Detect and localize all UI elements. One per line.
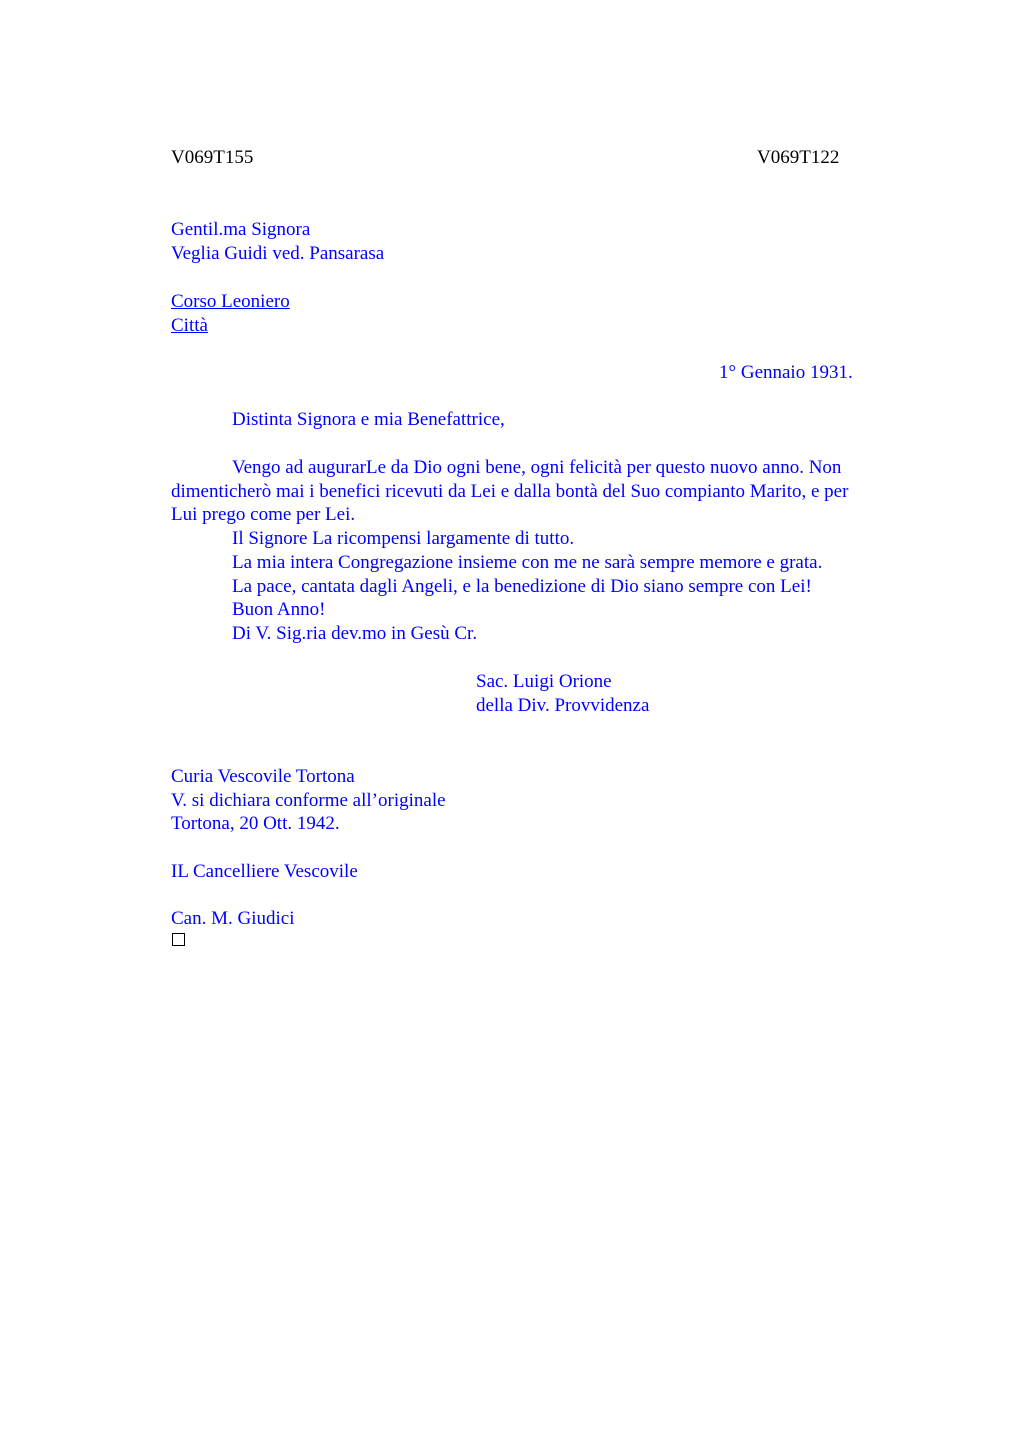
body-line: Il Signore La ricompensi largamente di tutto. [232,528,575,550]
recipient-name: Veglia Guidi ved. Pansarasa [171,242,385,264]
certification-date: Tortona, 20 Ott. 1942. [171,813,340,835]
closing-line: Di V. Sig.ria dev.mo in Gesù Cr. [232,622,478,644]
recipient-street: Corso Leoniero [171,291,290,312]
recipient-title: Gentil.ma Signora [171,219,311,240]
recipient-address [171,218,916,265]
body-line: La mia intera Congregazione insieme con me ne sarà sempre memore e grata. [232,551,823,573]
certification-statement: V. si dichiara conforme all’originale [171,789,446,811]
salutation: Distinta Signora e mia Benefattrice, [232,409,505,430]
recipient-city: Città [171,314,208,336]
empty-box-icon [172,933,185,946]
recipient-location [171,290,916,337]
signature-block [476,670,649,717]
letter-body [171,456,916,646]
signature-name: Sac. Luigi Orione [476,671,612,692]
body-line: Lui prego come per Lei. [171,504,356,526]
letter-date: 1° Gennaio 1931. [719,362,853,383]
reference-code-right: V069T122 [757,147,840,168]
chancellor-name: Can. M. Giudici [171,908,295,929]
body-line: La pace, cantata dagli Angeli, e la benedizione di Dio siano sempre con Lei! [232,575,812,597]
chancellor-title: IL Cancelliere Vescovile [171,861,358,882]
certification-office: Curia Vescovile Tortona [171,766,355,787]
body-line: Buon Anno! [232,599,326,621]
body-line: Vengo ad augurarLe da Dio ogni bene, ogni felicità per questo nuovo anno. Non [232,457,842,478]
signature-title: della Div. Provvidenza [476,694,650,716]
certification-block [171,765,916,836]
body-line: dimenticherò mai i benefici ricevuti da Lei e dalla bontà del Suo compianto Marito, e per [171,480,849,502]
reference-code-left: V069T155 [171,147,254,168]
